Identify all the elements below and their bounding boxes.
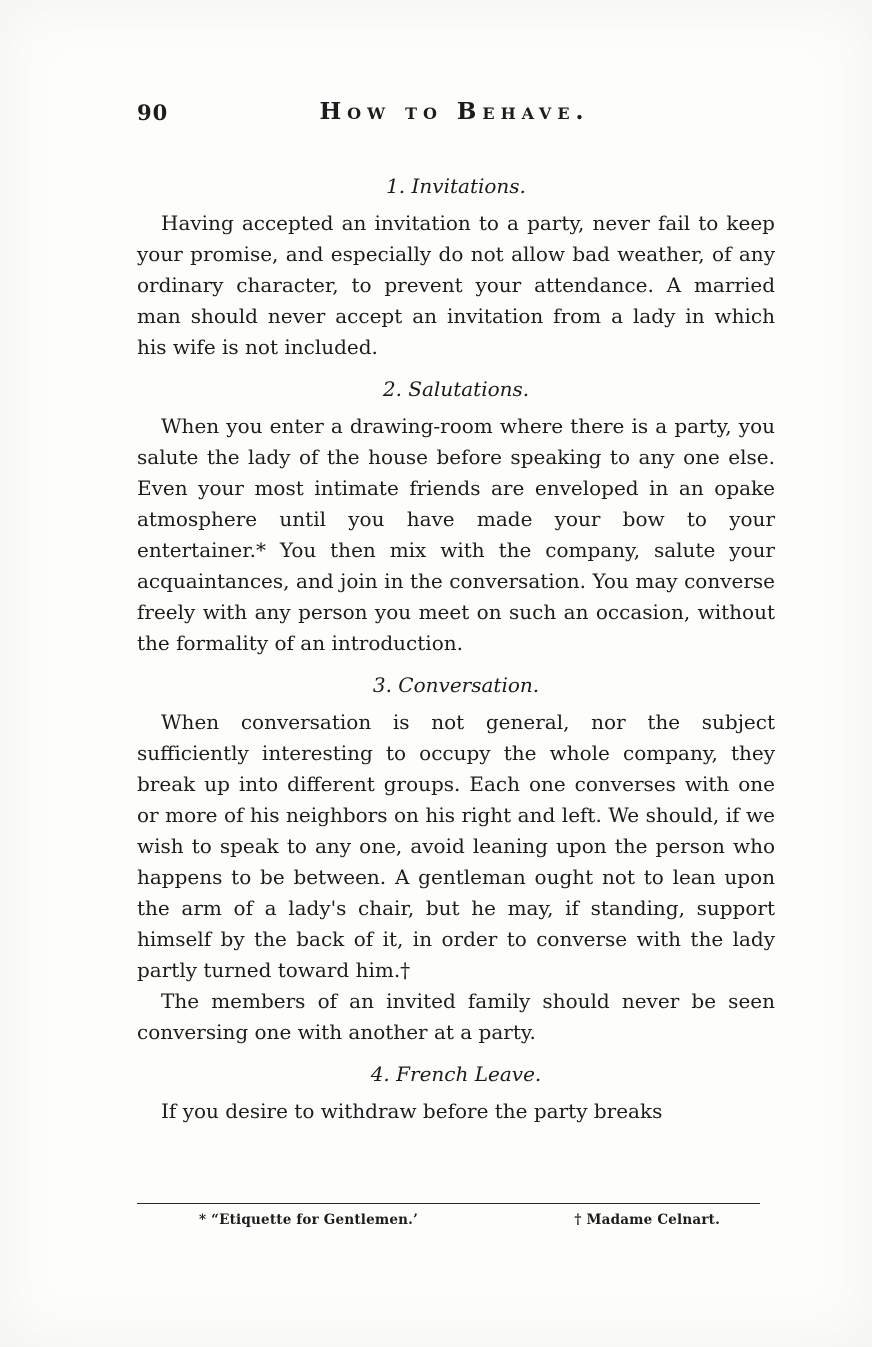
paragraph: If you desire to withdraw before the party breaks	[161, 1099, 663, 1123]
paragraph: Having accepted an invitation to a party, never fail to keep your promise, and especially do not allow bad weather, of any ordinary character, to prevent your attendance. A married man should never accept an invitation from a lady in which his wife is not included.	[137, 211, 775, 359]
page-number: 90	[137, 100, 169, 125]
paragraph: When conversation is not general, nor the subject sufficiently interesting to occupy the whole company, they break up into different groups. Each one converses with one or more of his neighbors on his right and left. We should, if we wish to speak to any one, avoid leaning upon the person who happens to be between. A gentleman ought not to lean upon the arm of a lady's chair, but he may, if standing, support himself by the back of it, in order to converse with the lady partly turned toward him.†	[137, 710, 775, 982]
footnote-block	[137, 1203, 760, 1228]
page-body	[137, 160, 775, 1127]
paragraph: When you enter a drawing-room where there is a party, you salute the lady of the house before speaking to any one else. Even your most intimate friends are enveloped in an opake atmosphere until you have made your bow to your entertainer.* You then mix with the company, salute your acquaintances, and join in the conversation. You may converse freely with any person you meet on such an occasion, without the formality of an introduction.	[137, 414, 775, 655]
page-header	[137, 98, 772, 132]
section-heading: 4. French Leave.	[370, 1062, 542, 1086]
footnotes	[137, 1204, 760, 1228]
paragraph: The members of an invited family should never be seen conversing one with another at a party.	[137, 989, 775, 1044]
section-heading: 3. Conversation.	[372, 673, 540, 697]
section-heading: 1. Invitations.	[386, 174, 526, 198]
running-title: How to Behave.	[319, 98, 590, 125]
footnote-left: * “Etiquette for Gentlemen.’	[199, 1212, 418, 1228]
footnote-right: † Madame Celnart.	[574, 1212, 720, 1228]
section-heading: 2. Salutations.	[382, 377, 530, 401]
